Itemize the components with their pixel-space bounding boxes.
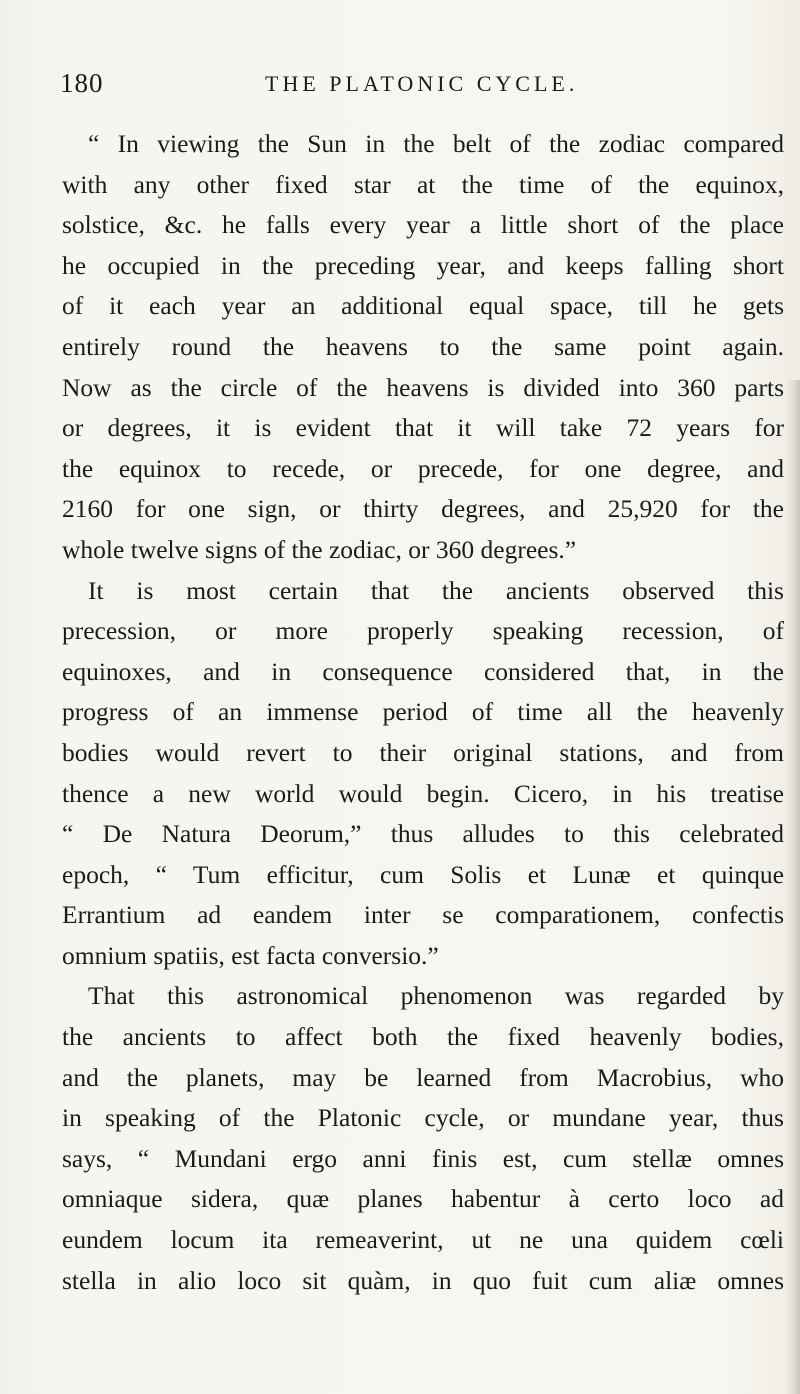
text-line: “ De Natura Deorum,” thus alludes to this celebrated bbox=[62, 819, 784, 849]
text-line: eundem locum ita remeaverint, ut ne una quidem cœli bbox=[62, 1225, 784, 1255]
text-line: Now as the circle of the heavens is divided into 360 parts bbox=[62, 372, 784, 402]
body-text bbox=[62, 124, 784, 1301]
paragraph-2 bbox=[62, 571, 784, 977]
text-line: of it each year an additional equal space, till he gets bbox=[62, 291, 784, 321]
text-line: equinoxes, and in consequence considered that, in the bbox=[62, 656, 784, 686]
text-line: Errantium ad eandem inter se comparationem, confectis bbox=[62, 900, 784, 930]
paragraph-1 bbox=[62, 124, 784, 571]
text-line: omniaque sidera, quæ planes habentur à certo loco ad bbox=[62, 1184, 784, 1214]
text-line: omnium spatiis, est facta conversio.” bbox=[62, 940, 439, 970]
text-line: entirely round the heavens to the same point again. bbox=[62, 331, 784, 361]
text-line: the equinox to recede, or precede, for one degree, and bbox=[62, 453, 784, 483]
text-line: It is most certain that the ancients observed this bbox=[88, 575, 784, 605]
text-line: says, “ Mundani ergo anni finis est, cum stellæ omnes bbox=[62, 1143, 784, 1173]
text-line: epoch, “ Tum efficitur, cum Solis et Lunæ et quinque bbox=[62, 859, 784, 889]
text-line: 2160 for one sign, or thirty degrees, and 25,920 for the bbox=[62, 494, 784, 524]
text-line: whole twelve signs of the zodiac, or 360 degrees.” bbox=[62, 534, 577, 564]
text-line: That this astronomical phenomenon was regarded by bbox=[88, 981, 784, 1011]
running-head: THE PLATONIC CYCLE. bbox=[265, 71, 579, 96]
text-line: with any other fixed star at the time of the equinox, bbox=[62, 169, 784, 199]
binding-edge-shadow bbox=[786, 380, 800, 1394]
page-number: 180 bbox=[60, 68, 104, 98]
text-line: in speaking of the Platonic cycle, or mundane year, thus bbox=[62, 1103, 784, 1133]
text-line: solstice, &c. he falls every year a little short of the place bbox=[62, 210, 784, 240]
text-line: stella in alio loco sit quàm, in quo fuit cum aliæ omnes bbox=[62, 1265, 784, 1295]
text-line: bodies would revert to their original stations, and from bbox=[62, 737, 784, 767]
text-line: and the planets, may be learned from Macrobius, who bbox=[62, 1062, 784, 1092]
text-line: or degrees, it is evident that it will take 72 years for bbox=[62, 413, 784, 443]
paragraph-3 bbox=[62, 976, 784, 1301]
text-line: the ancients to affect both the fixed heavenly bodies, bbox=[62, 1022, 784, 1052]
page-header bbox=[60, 68, 790, 108]
text-line: “ In viewing the Sun in the belt of the zodiac compared bbox=[88, 129, 784, 158]
text-line: progress of an immense period of time all the heavenly bbox=[62, 697, 784, 727]
text-line: precession, or more properly speaking recession, of bbox=[62, 616, 784, 646]
text-line: he occupied in the preceding year, and keeps falling short bbox=[62, 250, 784, 280]
text-line: thence a new world would begin. Cicero, in his treatise bbox=[62, 778, 784, 808]
